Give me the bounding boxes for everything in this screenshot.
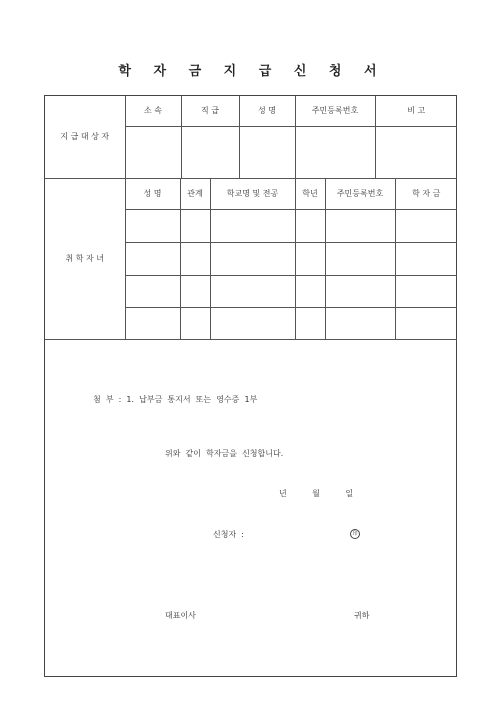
seal-mark: 印: [350, 529, 360, 539]
child-relation-cell[interactable]: [180, 209, 210, 242]
child-tuition-cell[interactable]: [395, 209, 457, 242]
request-statement: 위와 같이 학자금을 신청합니다.: [165, 449, 284, 458]
header-resident-number: 주민등록번호: [295, 96, 375, 126]
child-resident-number-cell[interactable]: [325, 275, 395, 307]
child-resident-number-cell[interactable]: [325, 209, 395, 242]
child-school-cell[interactable]: [210, 242, 295, 275]
ceo-label: 대표이사: [165, 611, 196, 620]
child-school-cell[interactable]: [210, 209, 295, 242]
child-grade-cell[interactable]: [295, 209, 325, 242]
document-title: 학 자 금 지 급 신 청 서: [118, 64, 386, 79]
child-name-cell[interactable]: [125, 307, 180, 339]
child-school-cell[interactable]: [210, 275, 295, 307]
rank-cell[interactable]: [181, 126, 239, 178]
child-header-grade: 학년: [295, 178, 325, 209]
header-remarks: 비 고: [375, 96, 457, 126]
child-resident-number-cell[interactable]: [325, 242, 395, 275]
remarks-cell[interactable]: [375, 126, 457, 178]
child-relation-cell[interactable]: [180, 275, 210, 307]
header-rank: 직 급: [181, 96, 239, 126]
child-school-cell[interactable]: [210, 307, 295, 339]
recipient-table: [45, 96, 457, 179]
child-name-cell[interactable]: [125, 242, 180, 275]
child-name-cell[interactable]: [125, 275, 180, 307]
child-grade-cell[interactable]: [295, 242, 325, 275]
child-header-relation: 관계: [180, 178, 210, 209]
child-header-resident-number: 주민등록번호: [325, 178, 395, 209]
honorific-label: 귀하: [354, 611, 370, 620]
child-name-cell[interactable]: [125, 209, 180, 242]
child-header-tuition: 학 자 금: [395, 178, 457, 209]
children-row-label: 취 학 자 녀: [45, 178, 125, 339]
applicant-label: 신청자 :: [213, 530, 244, 539]
child-tuition-cell[interactable]: [395, 307, 457, 339]
name-cell[interactable]: [239, 126, 295, 178]
child-header-school: 학교명 및 전공: [210, 178, 295, 209]
child-grade-cell[interactable]: [295, 275, 325, 307]
form-frame: [44, 95, 457, 677]
child-tuition-cell[interactable]: [395, 242, 457, 275]
child-relation-cell[interactable]: [180, 242, 210, 275]
child-header-name: 성 명: [125, 178, 180, 209]
child-resident-number-cell[interactable]: [325, 307, 395, 339]
date-line: 년 월 일: [279, 489, 354, 498]
recipient-row-label: 지 급 대 상 자: [45, 96, 125, 178]
child-tuition-cell[interactable]: [395, 275, 457, 307]
child-relation-cell[interactable]: [180, 307, 210, 339]
child-grade-cell[interactable]: [295, 307, 325, 339]
resident-number-cell[interactable]: [295, 126, 375, 178]
affiliation-cell[interactable]: [125, 126, 181, 178]
children-table: [45, 178, 457, 340]
attachment-note: 첨 부 : 1. 납부금 통지서 또는 영수증 1부: [93, 395, 258, 404]
header-affiliation: 소 속: [125, 96, 181, 126]
header-name: 성 명: [239, 96, 295, 126]
